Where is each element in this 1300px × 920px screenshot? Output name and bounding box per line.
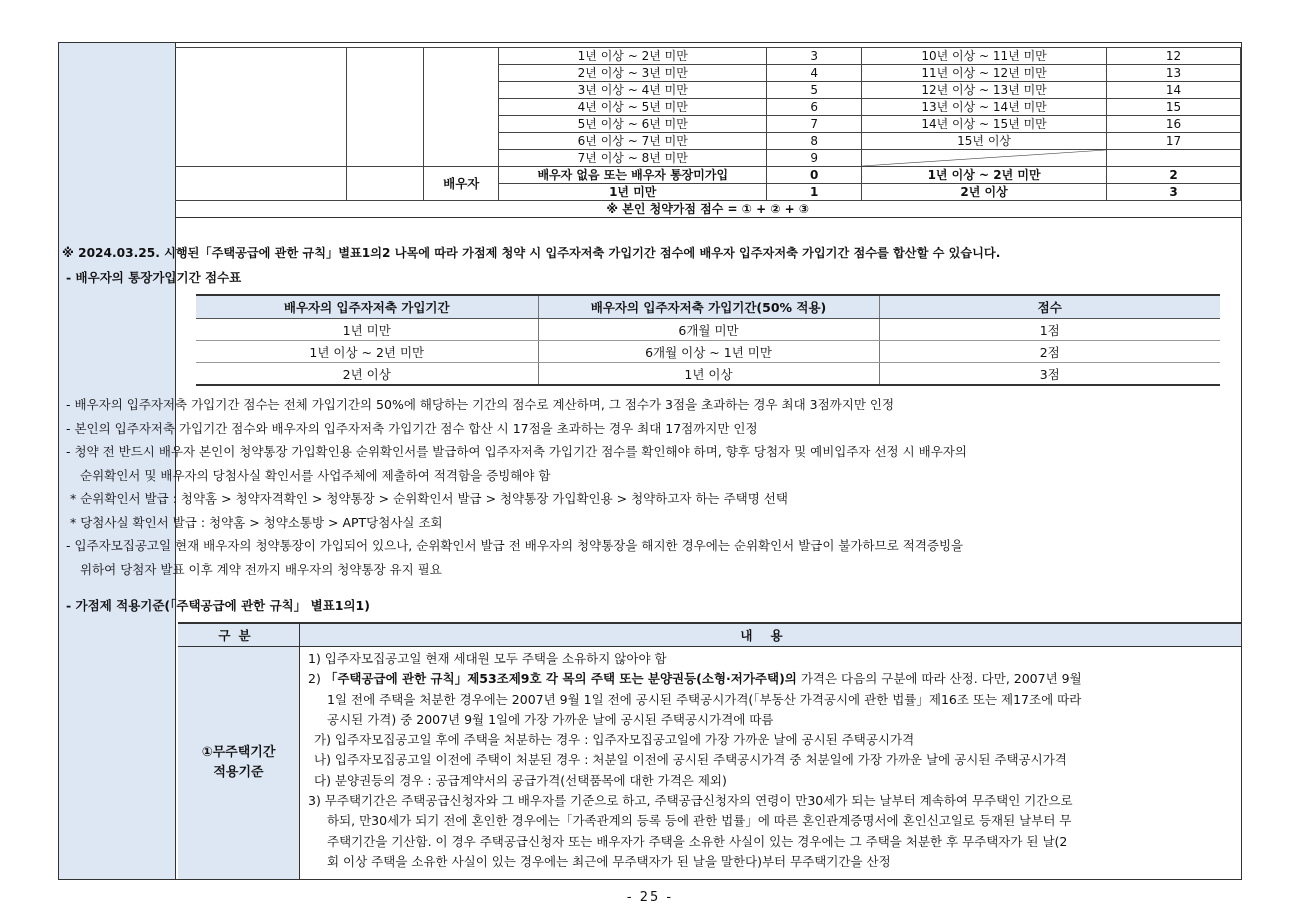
score-cell: 15	[1107, 99, 1241, 116]
score-cell: 7	[767, 116, 862, 133]
period-cell: 2년 이상	[862, 184, 1107, 201]
table-row: 1년 미만 6개월 미만 1점	[196, 319, 1220, 341]
period-cell: 14년 이상 ~ 15년 미만	[862, 116, 1107, 133]
bold-rule-ref: 「주택공급에 관한 규칙」제53조제9호 각 목의 주택 또는 분양권등(소형·저가주택)의	[324, 671, 797, 687]
spouse-section-title: - 배우자의 통장가입기간 점수표	[66, 270, 242, 285]
column-header: 배우자의 입주자저축 가입기간	[196, 295, 538, 319]
score-cell: 0	[767, 167, 862, 184]
period-cell: 1년 이상 ~ 2년 미만	[499, 48, 767, 65]
score-cell: 12	[1107, 48, 1241, 65]
savings-points-table	[175, 47, 1241, 218]
column-header: 배우자의 입주자저축 가입기간(50% 적용)	[538, 295, 879, 319]
page-number: - 25 -	[626, 890, 674, 905]
score-cell: 1	[767, 184, 862, 201]
notes-list	[66, 393, 967, 581]
score-cell: 14	[1107, 82, 1241, 99]
note-line: 순위확인서 및 배우자의 당첨사실 확인서를 사업주체에 제출하여 적격함을 증빙해야 함	[80, 467, 551, 483]
empty-diagonal-cell	[862, 150, 1107, 167]
note-line: - 본인의 입주자저축 가입기간 점수와 배우자의 입주자저축 가입기간 점수 합산 시 17점을 초과하는 경우 최대 17점까지만 인정	[66, 420, 758, 436]
note-line: * 당첨사실 확인서 발급 : 청약홈 > 청약소통방 > APT당첨사실 조회	[70, 514, 443, 530]
column-header: 구분	[178, 623, 300, 647]
score-cell: 3	[767, 48, 862, 65]
table-row: 1년 이상 ~ 2년 미만 6개월 이상 ~ 1년 미만 2점	[196, 341, 1220, 363]
table-row	[175, 167, 1241, 184]
period-cell: 13년 이상 ~ 14년 미만	[862, 99, 1107, 116]
period-cell: 1년 이상 ~ 2년 미만	[862, 167, 1107, 184]
spouse-label: 배우자	[424, 167, 499, 201]
period-cell: 12년 이상 ~ 13년 미만	[862, 82, 1107, 99]
diagonal-line	[862, 150, 1106, 166]
total-formula: ※ 본인 청약가점 점수 = ① + ② + ③	[175, 201, 1241, 218]
table-header-row	[196, 295, 1220, 319]
score-cell: 2	[1107, 167, 1241, 184]
row-label: ①무주택기간 적용기준	[178, 647, 300, 880]
table-row	[175, 48, 1241, 65]
period-cell: 6년 이상 ~ 7년 미만	[499, 133, 767, 150]
period-cell: 2년 이상 ~ 3년 미만	[499, 65, 767, 82]
score-cell: 3	[1107, 184, 1241, 201]
period-cell: 3년 이상 ~ 4년 미만	[499, 82, 767, 99]
criteria-title: - 가점제 적용기준(「주택공급에 관한 규칙」 별표1의1)	[66, 598, 370, 613]
score-cell: 9	[767, 150, 862, 167]
criteria-content: 1) 입주자모집공고일 현재 세대원 모두 주택을 소유하지 않아야 함 2) 「주택공급에 관한 규칙」제53조제9호 각 목의 주택 또는 분양권등(소형·저가주택)의 가격은 다음의 구분에 따라 산정. 다만, 2007년 9월 1일 전에 주택을 처분한 경우에는 2007년 9월 1일 전에 공시된 주택공시가격(「부동산 가격공시에 관한 법률」제16조 또는 제17조에 따라 공시된 가격) 중 2007년 9월 1일에 가장 가까운 날에 공시된 주택공시가격에 따름 가) 입주자모집공고일 후에 주택을 처분하는 경우 : 입주자모집공고일에 가장 가까운 날에 공시된 주택공시가격 나) 입주자모집공고일 이전에 주택이 처분된 경우 : 처분일 이전에 공시된 주택공시가격 중 처분일에 가장 가까운 날에 공시된 주택공시가격 다) 분양권등의 경우 : 공급계약서의 공급가격(선택품목에 대한 가격은 제외) 3) 무주택기간은 주택공급신청자와 그 배우자를 기준으로 하고, 주택공급신청자의 연령이 만30세가 되는 날부터 계속하여 무주택인 기간으로 하되, 만30세가 되기 전에 혼인한 경우에는「가족관계의 등록 등에 관한 법률」에 따른 혼인관계증명서에 혼인신고일로 등재된 날부터 무 주택기간을 기산함. 이 경우 주택공급신청자 또는 배우자가 주택을 소유한 사실이 있는 경우에는 그 주택을 처분한 후 무주택자가 된 날(2 회 이상 주택을 소유한 사실이 있는 경우에는 최근에 무주택자가 된 날을 말한다)부터 무주택기간을 산정	[308, 651, 1082, 869]
score-cell: 6	[767, 99, 862, 116]
table-row	[178, 647, 1241, 880]
score-cell: 13	[1107, 65, 1241, 82]
note-line: - 배우자의 입주자저축 가입기간 점수는 전체 가입기간의 50%에 해당하는 기간의 점수로 계산하며, 그 점수가 3점을 초과하는 경우 최대 3점까지만 인정	[66, 397, 895, 412]
main-note: ※ 2024.03.25. 시행된「주택공급에 관한 규칙」별표1의2 나목에 따라 가점제 청약 시 입주자저축 가입기간 점수에 배우자 입주자저축 가입기간 점수를 합산할 수 있습니다.	[62, 246, 1001, 260]
note-line: - 청약 전 반드시 배우자 본인이 청약통장 가입확인용 순위확인서를 발급하여 입주자저축 가입기간 점수를 확인해야 하며, 향후 당첨자 및 예비입주자 선정 시 배우자의	[66, 444, 967, 459]
column-header: 점수	[879, 295, 1220, 319]
score-cell: 5	[767, 82, 862, 99]
note-line: - 입주자모집공고일 현재 배우자의 청약통장이 가입되어 있으나, 순위확인서 발급 전 배우자의 청약통장을 해지한 경우에는 순위확인서 발급이 불가하므로 적격증빙을	[66, 538, 964, 553]
table-row	[175, 201, 1241, 218]
period-cell: 배우자 없음 또는 배우자 통장미가입	[499, 167, 767, 184]
period-cell: 1년 미만	[499, 184, 767, 201]
period-cell: 15년 이상	[862, 133, 1107, 150]
column-header: 내용	[300, 623, 1242, 647]
period-cell: 11년 이상 ~ 12년 미만	[862, 65, 1107, 82]
table-header-row	[178, 623, 1241, 647]
period-cell: 5년 이상 ~ 6년 미만	[499, 116, 767, 133]
criteria-table	[178, 622, 1241, 879]
score-cell: 16	[1107, 116, 1241, 133]
table-row: 2년 이상 1년 이상 3점	[196, 363, 1220, 386]
note-line: 위하여 당첨자 발표 이후 계약 전까지 배우자의 청약통장 유지 필요	[80, 561, 442, 577]
spouse-points-table	[196, 294, 1220, 386]
score-cell: 4	[767, 65, 862, 82]
period-cell: 7년 이상 ~ 8년 미만	[499, 150, 767, 167]
period-cell: 4년 이상 ~ 5년 미만	[499, 99, 767, 116]
score-cell	[1107, 150, 1241, 167]
score-cell: 17	[1107, 133, 1241, 150]
period-cell: 10년 이상 ~ 11년 미만	[862, 48, 1107, 65]
note-line: * 순위확인서 발급 : 청약홈 > 청약자격확인 > 청약통장 > 순위확인서 발급 > 청약통장 가입확인용 > 청약하고자 하는 주택명 선택	[70, 491, 788, 506]
score-cell: 8	[767, 133, 862, 150]
